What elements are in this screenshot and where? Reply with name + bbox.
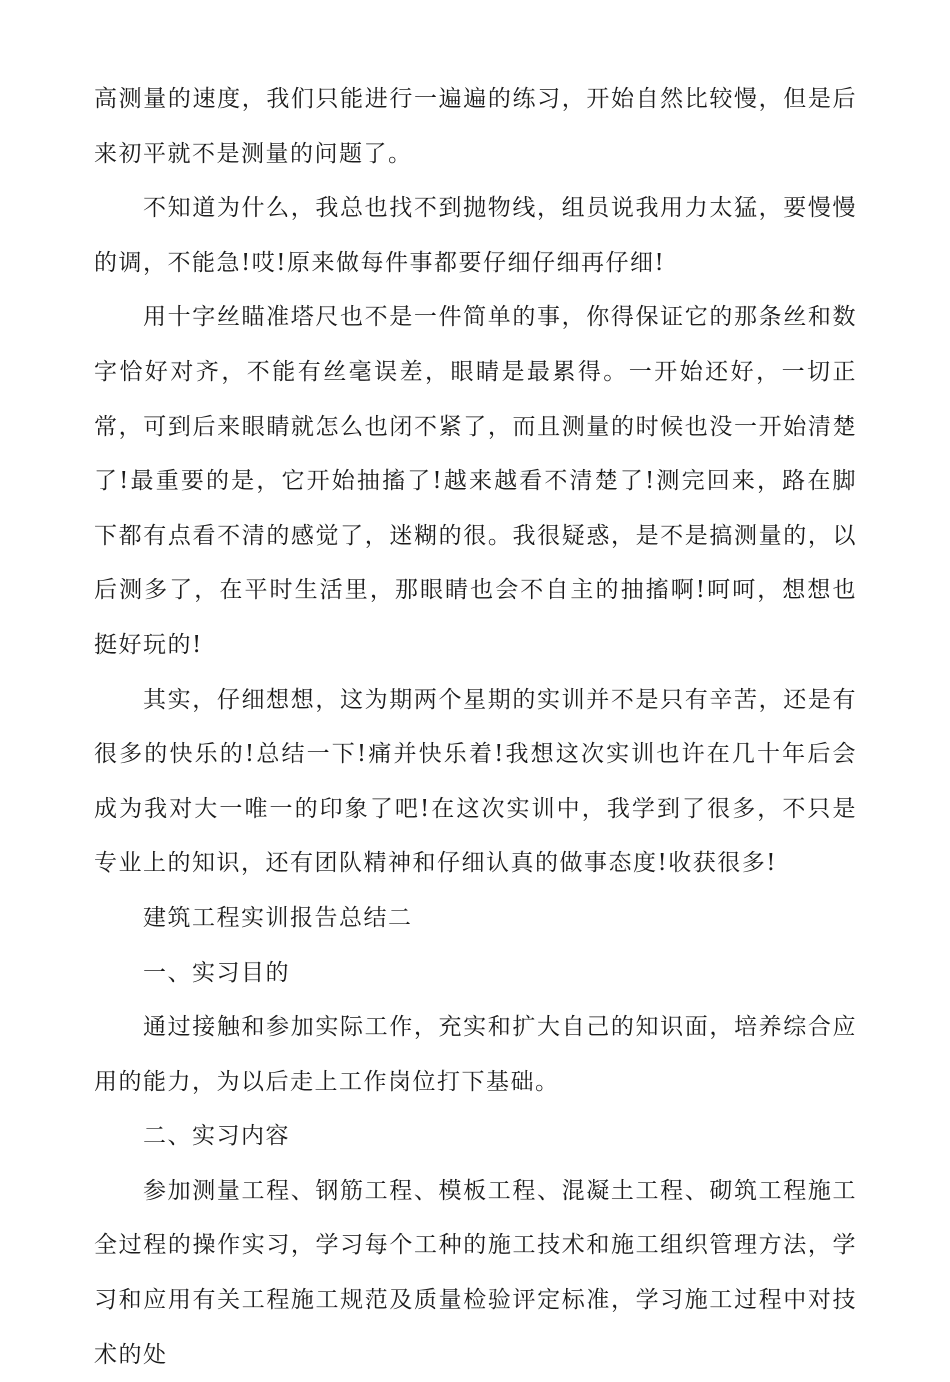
heading-content: 二、实习内容 (143, 1123, 290, 1150)
paragraph-purpose: 通过接触和参加实际工作，充实和扩大自己的知识面，培养综合应用的能力，为以后走上工作岗位打下基础。 (94, 1014, 857, 1095)
section-title: 建筑工程实训报告总结二 (143, 904, 413, 931)
paragraph-content: 参加测量工程、钢筋工程、模板工程、混凝土工程、砌筑工程施工全过程的操作实习，学习每个工种的施工技术和施工组织管理方法，学习和应用有关工程施工规范及质量检验评定标准，学习施工过程中对技术的处 (94, 1177, 857, 1368)
document-body (94, 72, 857, 1382)
paragraph-crosshair: 用十字丝瞄准塔尺也不是一件简单的事，你得保证它的那条丝和数字恰好对齐，不能有丝毫误差，眼睛是最累得。一开始还好，一切正常，可到后来眼睛就怎么也闭不紧了，而且测量的时候也没一开始清楚了!最重要的是，它开始抽搐了!越来越看不清楚了!测完回来，路在脚下都有点看不清的感觉了，迷糊的很。我很疑惑，是不是搞测量的，以后测多了，在平时生活里，那眼睛也会不自主的抽搐啊!呵呵，想想也挺好玩的! (94, 304, 857, 658)
paragraph-reflection: 其实，仔细想想，这为期两个星期的实训并不是只有辛苦，还是有很多的快乐的!总结一下!痛并快乐着!我想这次实训也许在几十年后会成为我对大一唯一的印象了吧!在这次实训中，我学到了很多，不只是专业上的知识，还有团队精神和仔细认真的做事态度!收获很多! (94, 686, 857, 877)
heading-purpose: 一、实习目的 (143, 959, 290, 986)
paragraph-parabola: 不知道为什么，我总也找不到抛物线，组员说我用力太猛，要慢慢的调，不能急!哎!原来做每件事都要仔细仔细再仔细! (94, 195, 857, 276)
paragraph-continuation: 高测量的速度，我们只能进行一遍遍的练习，开始自然比较慢，但是后来初平就不是测量的问题了。 (94, 86, 857, 167)
